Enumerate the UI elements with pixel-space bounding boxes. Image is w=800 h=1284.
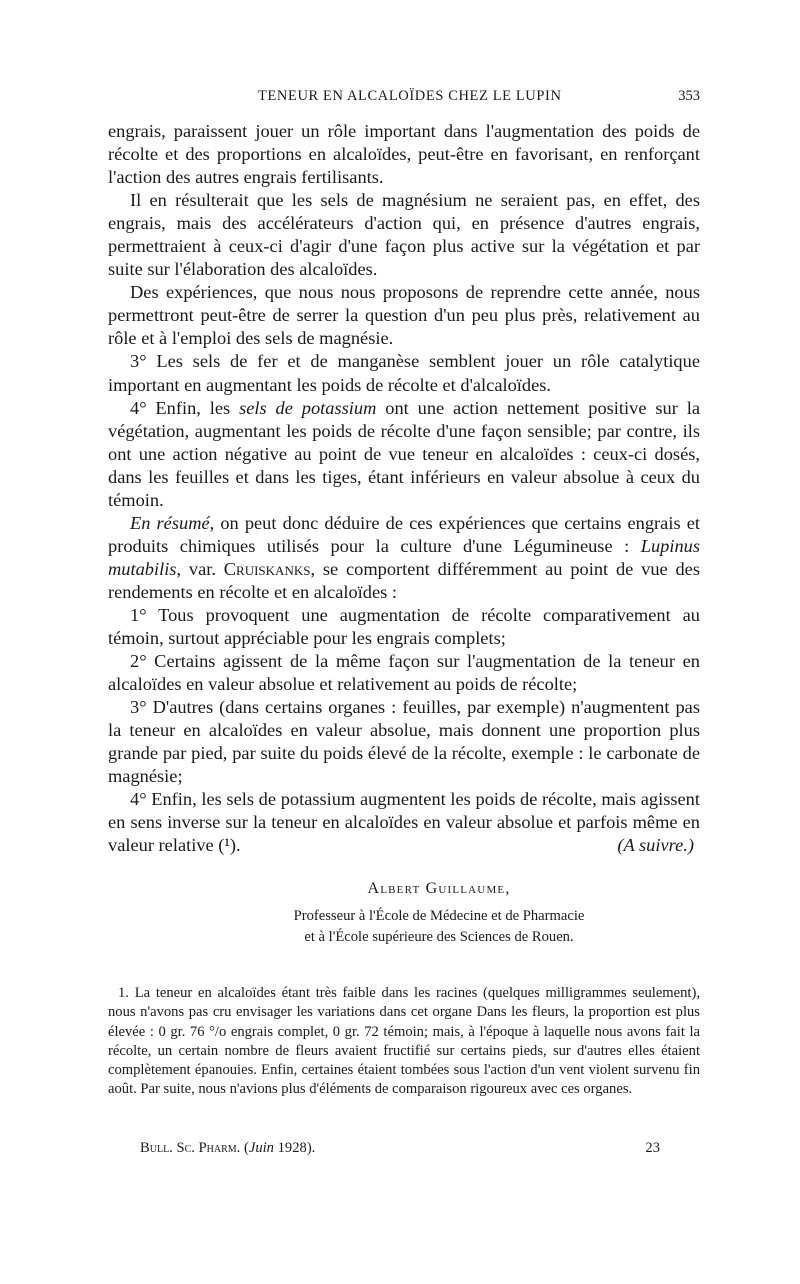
sheet-number: 23	[645, 1140, 660, 1156]
paragraph-7: 1° Tous provoquent une augmentation de récolte comparativement au témoin, surtout appréciable pour les engrais complets;	[108, 604, 700, 649]
footnote-1: 1. La teneur en alcaloïdes étant très faible dans les racines (quelques milligrammes seulement), nous n'avons pas cru envisager les variations dans cet organe Dans les fleurs, la proportion est plus élevée : 0 gr. 76 °/o engrais complet, 0 gr. 72 témoin; mais, à l'époque à laquelle nous avons fait la récolte, un certain nombre de fleurs avaient fructifié sur certains pieds, sur d'autres elles étaient complètement épanouies. Enfin, certaines étaient tombées sous l'action d'un vent violent survenu fin août. Par suite, nous n'avions plus d'éléments de comparaison rigoureux avec ces organes.	[108, 985, 700, 1098]
journal-name: Bull. Sc. Pharm. (	[140, 1140, 249, 1156]
body-text	[108, 120, 700, 858]
author-name: Albert Guillaume,	[367, 880, 511, 897]
running-head	[108, 88, 700, 110]
page-footer	[140, 1140, 660, 1162]
page-number: 353	[678, 88, 700, 104]
affiliation-line-2: et à l'École supérieure des Sciences de Rouen.	[304, 929, 574, 945]
journal-month: Juin	[248, 1140, 274, 1156]
paragraph-1: engrais, paraissent jouer un rôle important dans l'augmentation des poids de récolte et des proportions en alcaloïdes, peut-être en favorisant, en renforçant l'action des autres engrais fertilisants.	[108, 121, 700, 188]
to-be-continued: (A suivre.)	[617, 835, 694, 856]
journal-year: 1928).	[273, 1140, 316, 1156]
signature-block	[108, 880, 700, 948]
potassium-emphasis: sels de potassium	[239, 397, 377, 418]
paragraph-10	[108, 788, 700, 857]
paragraph-6-part-a: , on peut donc déduire de ces expériences que certains engrais et produits chimiques utilisés pour la culture d'une Légumineuse :	[108, 512, 700, 556]
affiliation-line-1: Professeur à l'École de Médecine et de Pharmacie	[293, 908, 585, 924]
paragraph-6	[108, 512, 700, 604]
paragraph-5-end: ont une action nettement positive sur la végétation, augmentant les poids de récolte d'une façon sensible; par contre, ils ont une action négative au point de vue teneur en alcaloïdes : ceux-ci dosés, dans les feuilles et dans les tiges, étant inférieurs en valeur absolue à ceux du témoin.	[108, 397, 700, 510]
paragraph-6-part-b: , var.	[176, 558, 224, 579]
journal-citation	[140, 1140, 315, 1157]
paragraph-4: 3° Les sels de fer et de manganèse semblent jouer un rôle catalytique important en augmentant les poids de récolte et d'alcaloïdes.	[108, 351, 700, 395]
running-title: TENEUR EN ALCALOÏDES CHEZ LE LUPIN	[258, 88, 562, 104]
paragraph-10-text: 4° Enfin, les sels de potassium augmentent les poids de récolte, mais agissent en sens inverse sur la teneur en alcaloïdes en valeur absolue et parfois même en valeur relative (¹).	[108, 789, 700, 856]
paragraph-2: Il en résulterait que les sels de magnésium ne seraient pas, en effet, des engrais, mais des accélérateurs d'action qui, en présence d'autres engrais, permettraient à ceux-ci d'agir d'une façon plus active sur la végétation et par suite sur l'élaboration des alcaloïdes.	[108, 190, 700, 280]
resume-emphasis: En résumé	[130, 512, 210, 533]
paragraph-8: 2° Certains agissent de la même façon sur l'augmentation de la teneur en alcaloïdes en valeur absolue et relativement au poids de récolte;	[108, 651, 700, 695]
paragraph-5	[108, 397, 700, 512]
paragraph-6-part-c: , se comportent différemment au point de vue des rendements en récolte et en alcaloïdes :	[108, 558, 701, 602]
paragraph-5-start: 4° Enfin, les	[130, 397, 240, 418]
footnote	[108, 984, 700, 1100]
species-name: Lupinus mutabilis	[108, 535, 700, 579]
variety-name: Cruiskanks	[223, 558, 311, 579]
author-affiliation	[108, 906, 700, 948]
paragraph-9: 3° D'autres (dans certains organes : feuilles, par exemple) n'augmentent pas la teneur en alcaloïdes en valeur absolue, mais donnent une proportion plus grande par pied, par suite du poids élevé de la récolte, exemple : le carbonate de magnésie;	[108, 697, 700, 787]
paragraph-3: Des expériences, que nous nous proposons de reprendre cette année, nous permettront peut-être de serrer la question d'un peu plus près, relativement au rôle et à l'emploi des sels de magnésie.	[108, 282, 700, 349]
